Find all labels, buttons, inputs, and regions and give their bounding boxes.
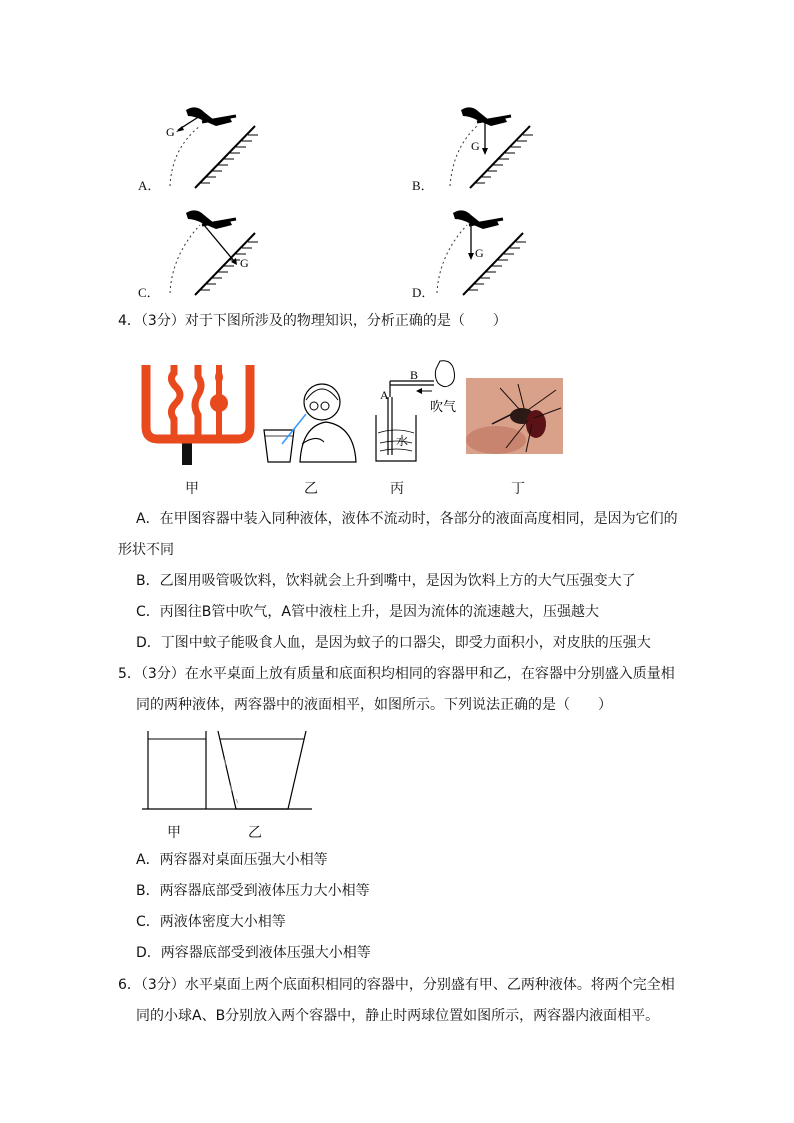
blow-label: 吹气 [430, 400, 457, 415]
q4-stem: 4．（3分）对于下图所涉及的物理知识，分析正确的是（ ） [118, 313, 507, 329]
q3-d-force-label: G [475, 246, 484, 260]
q5-option-d[interactable]: D．两容器底部受到液体压强大小相等 [136, 945, 371, 961]
q3-figure-d [415, 205, 555, 300]
q3-figure-b-drawing [415, 98, 555, 193]
q3-option-a-label[interactable]: A． [138, 178, 161, 193]
q3-option-b-label[interactable]: B． [412, 178, 434, 193]
q5-option-a[interactable]: A．两容器对桌面压强大小相等 [136, 852, 328, 868]
q4-figure-jia [140, 365, 255, 465]
tube-b-label: B [410, 368, 419, 382]
q4-option-b[interactable]: B．乙图用吸管吸饮料，饮料就会上升到嘴中，是因为饮料上方的大气压强变大了 [136, 573, 636, 589]
q3-option-d-label[interactable]: D． [412, 285, 435, 300]
containers-drawing [140, 725, 315, 815]
q4-option-a-line2: 形状不同 [118, 542, 174, 558]
q4-figure-yi [262, 372, 362, 464]
q3-c-force-label: G [240, 256, 249, 270]
q5-containers-figure [140, 725, 315, 815]
q5-option-b[interactable]: B．两容器底部受到液体压力大小相等 [136, 883, 370, 899]
q4-option-a-line1[interactable]: A．在甲图容器中装入同种液体，液体不流动时，各部分的液面高度相同，是因为它们的 [136, 511, 678, 527]
q5-figure-yi-caption: 乙 [248, 825, 262, 841]
q3-figure-b [415, 98, 555, 193]
q4-figure-ding-caption: 丁 [511, 481, 525, 497]
tube-a-label: A [380, 388, 389, 402]
q4-figure-bing [370, 357, 465, 465]
q4-figure-ding [466, 378, 563, 454]
man-drinking-straw-illustration [262, 372, 362, 464]
q6-stem-line2: 同的小球A、B分别放入两个容器中，静止时两球位置如图所示，两容器内液面相平。 [136, 1008, 660, 1024]
q4-option-c[interactable]: C．丙图往B管中吹气，A管中液柱上升，是因为流体的流速越大，压强越大 [136, 604, 599, 620]
q6-stem-line1: 6．（3分）水平桌面上两个底面积相同的容器中，分别盛有甲、乙两种液体。将两个完全相 [118, 977, 675, 993]
q5-option-c[interactable]: C．两液体密度大小相等 [136, 914, 286, 930]
q5-figure-jia-caption: 甲 [167, 825, 181, 841]
connected-vessel-illustration [140, 365, 255, 465]
q4-figure-jia-caption: 甲 [185, 481, 199, 497]
q5-stem-line1: 5．（3分）在水平桌面上放有质量和底面积均相同的容器甲和乙，在容器中分别盛入质量相 [118, 666, 675, 682]
q3-option-c-label[interactable]: C． [138, 285, 160, 300]
q4-figure-yi-caption: 乙 [304, 481, 318, 497]
q5-stem-line2: 同的两种液体，两容器中的液面相平，如图所示。下列说法正确的是（ ） [136, 697, 612, 713]
water-label: 水 [396, 434, 409, 448]
q3-figure-d-drawing [415, 205, 555, 300]
q4-option-d[interactable]: D．丁图中蚊子能吸食人血，是因为蚊子的口器尖，即受力面积小，对皮肤的压强大 [136, 635, 651, 651]
mosquito-photo [466, 378, 563, 454]
q4-figure-bing-caption: 丙 [390, 481, 404, 497]
q3-b-force-label: G [471, 139, 480, 153]
blowing-tube-illustration [370, 357, 465, 465]
q3-a-force-label: G [166, 125, 175, 139]
